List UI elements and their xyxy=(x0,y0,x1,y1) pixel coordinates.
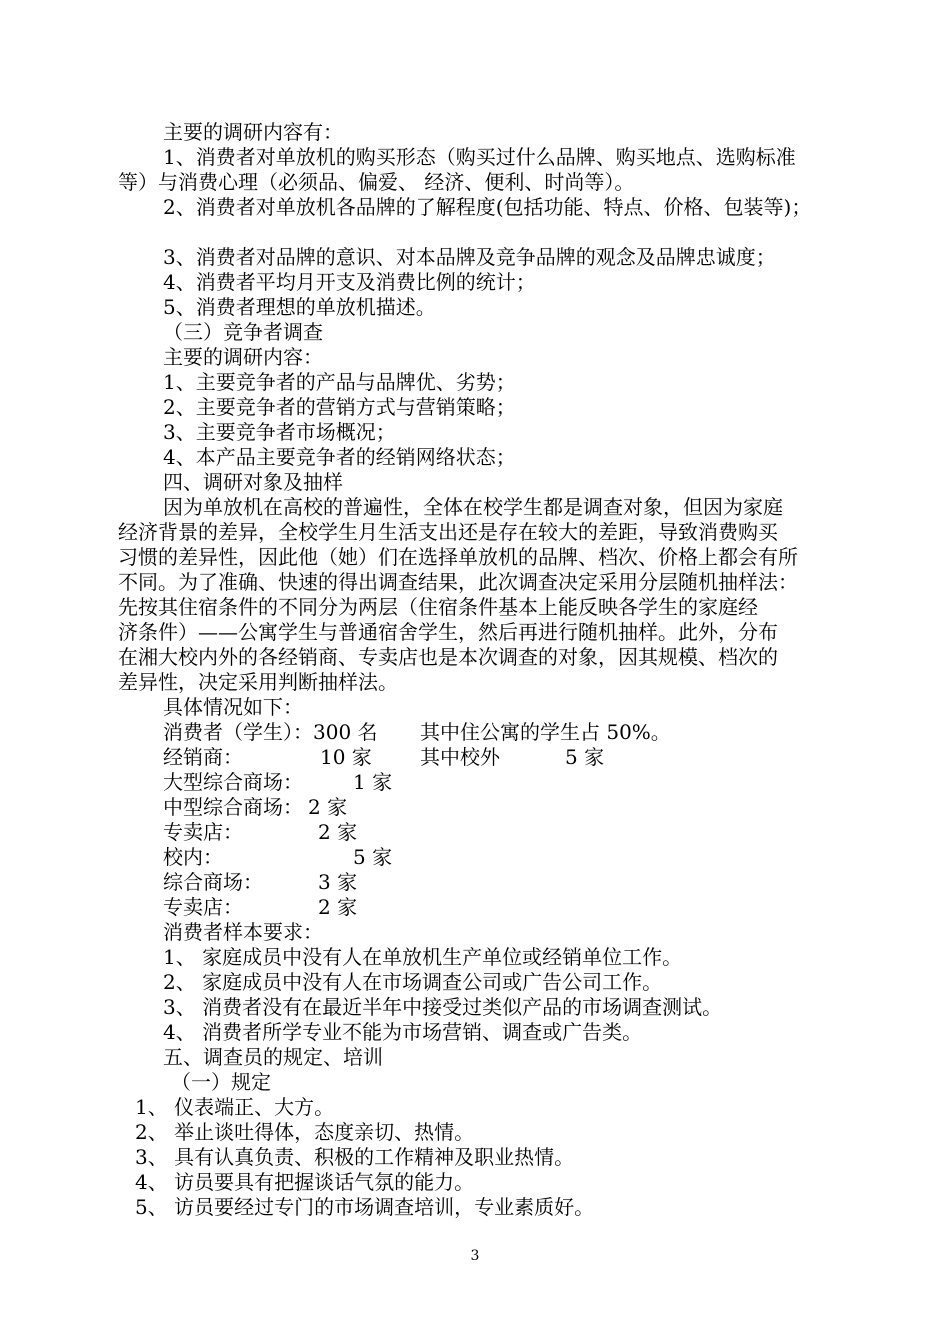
text-line: 等）与消费心理（必须品、偏爱、 经济、便利、时尚等）。 xyxy=(118,170,635,194)
list-item: 3、主要竞争者市场概况； xyxy=(163,420,396,444)
page-content xyxy=(118,120,858,1220)
text-line: 4、消费者平均月开支及消费比例的统计； xyxy=(163,270,536,294)
paragraph-line: 先按其住宿条件的不同分为两层（住宿条件基本上能反映各学生的家庭经 xyxy=(118,595,758,619)
sample-requirement: 3、 消费者没有在最近半年中接受过类似产品的市场调查测试。 xyxy=(163,995,723,1019)
consumer-label: 消费者（学生）： xyxy=(163,720,313,744)
inside-row xyxy=(118,845,858,870)
store1-label: 专卖店： xyxy=(163,820,243,844)
page-number: 3 xyxy=(470,1248,480,1264)
consumer-row xyxy=(118,720,858,745)
dealer-label: 经销商： xyxy=(163,745,243,769)
text-line: 3、消费者对品牌的意识、对本品牌及竞争品牌的观念及品牌忠诚度； xyxy=(163,245,776,269)
text-line: 2、消费者对单放机各品牌的了解程度(包括功能、特点、价格、包装等)； xyxy=(163,195,812,219)
sample-heading: 消费者样本要求： xyxy=(163,920,323,944)
store1-count: 2 家 xyxy=(318,820,358,844)
paragraph-line: 习惯的差异性，因此他（她）们在选择单放机的品牌、档次、价格上都会有所 xyxy=(118,545,798,569)
sample-requirement: 4、 消费者所学专业不能为市场营销、调查或广告类。 xyxy=(163,1020,643,1044)
text-line: 5、消费者理想的单放机描述。 xyxy=(163,295,436,319)
large-mall-row xyxy=(118,770,858,795)
blank-line xyxy=(118,220,858,245)
mid-mall-count: 2 家 xyxy=(308,795,348,819)
dealer-count: 10 家 xyxy=(320,745,372,769)
paragraph-line: 因为单放机在高校的普遍性，全体在校学生都是调查对象，但因为家庭 xyxy=(163,495,783,519)
paragraph-line: 经济背景的差异，全校学生月生活支出还是存在较大的差距，导致消费购买 xyxy=(118,520,778,544)
section-heading: 五、调查员的规定、培训 xyxy=(163,1045,383,1069)
dealer-note: 其中校外 xyxy=(420,745,500,769)
inside-label: 校内： xyxy=(163,845,223,869)
details-heading: 具体情况如下： xyxy=(163,695,303,719)
sample-requirement: 1、 家庭成员中没有人在单放机生产单位或经销单位工作。 xyxy=(163,945,683,969)
large-mall-label: 大型综合商场： xyxy=(163,770,303,794)
consumer-note: 其中住公寓的学生占 50%。 xyxy=(420,720,671,744)
sample-requirement: 2、 家庭成员中没有人在市场调查公司或广告公司工作。 xyxy=(163,970,663,994)
mall-label: 综合商场： xyxy=(163,870,263,894)
store2-count: 2 家 xyxy=(318,895,358,919)
large-mall-count: 1 家 xyxy=(353,770,393,794)
store2-label: 专卖店： xyxy=(163,895,243,919)
store2-row xyxy=(118,895,858,920)
subsection-heading: （一）规定 xyxy=(171,1070,271,1094)
text-line: 主要的调研内容有： xyxy=(163,120,343,144)
inside-count: 5 家 xyxy=(353,845,393,869)
rule-item: 1、 仪表端正、大方。 xyxy=(135,1095,335,1119)
section-heading: 四、调研对象及抽样 xyxy=(163,470,343,494)
mid-mall-row xyxy=(118,795,858,820)
text-line: 1、消费者对单放机的购买形态（购买过什么品牌、购买地点、选购标准 xyxy=(163,145,796,169)
paragraph-line: 在湘大校内外的各经销商、专卖店也是本次调查的对象，因其规模、档次的 xyxy=(118,645,778,669)
consumer-count: 300 名 xyxy=(313,720,378,744)
mid-mall-label: 中型综合商场： xyxy=(163,795,303,819)
mall-row xyxy=(118,870,858,895)
rule-item: 3、 具有认真负责、积极的工作精神及职业热情。 xyxy=(135,1145,575,1169)
list-item: 2、主要竞争者的营销方式与营销策略； xyxy=(163,395,516,419)
paragraph-line: 不同。为了准确、快速的得出调查结果，此次调查决定采用分层随机抽样法： xyxy=(118,570,798,594)
dealer-row xyxy=(118,745,858,770)
paragraph-line: 济条件）——公寓学生与普通宿舍学生，然后再进行随机抽样。此外，分布 xyxy=(118,620,778,644)
rule-item: 5、 访员要经过专门的市场调查培训，专业素质好。 xyxy=(135,1195,595,1219)
section-heading: （三）竞争者调查 xyxy=(163,320,323,344)
text-line: 主要的调研内容： xyxy=(163,345,323,369)
rule-item: 4、 访员要具有把握谈话气氛的能力。 xyxy=(135,1170,475,1194)
list-item: 1、主要竞争者的产品与品牌优、劣势； xyxy=(163,370,516,394)
store1-row xyxy=(118,820,858,845)
list-item: 4、本产品主要竞争者的经销网络状态； xyxy=(163,445,516,469)
dealer-outside: 5 家 xyxy=(565,745,605,769)
paragraph-line: 差异性，决定采用判断抽样法。 xyxy=(118,670,398,694)
mall-count: 3 家 xyxy=(318,870,358,894)
rule-item: 2、 举止谈吐得体，态度亲切、热情。 xyxy=(135,1120,475,1144)
